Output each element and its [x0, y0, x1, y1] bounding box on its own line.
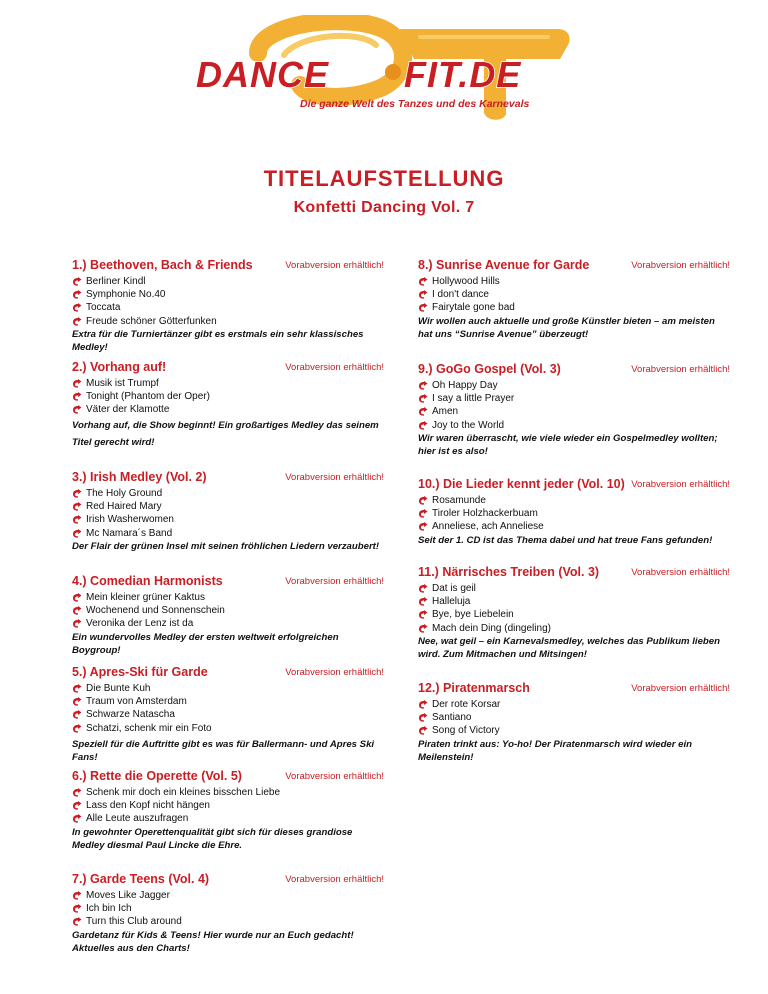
section-description: Vorhang auf, die Show beginnt! Ein großartiges Medley das seinem Titel gerecht wird!: [72, 419, 379, 448]
preview-badge: Vorabversion erhältlich!: [285, 771, 384, 782]
section-description: Piraten trinkt aus: Yo-ho! Der Piratenmarsch wird wieder ein Meilenstein!: [418, 738, 693, 763]
red-arrow-icon: [72, 801, 82, 810]
red-arrow-icon: [418, 421, 428, 430]
logo-graphic: [188, 15, 573, 125]
song-item: Dat is geil: [418, 582, 730, 595]
song-item: Halleluja: [418, 595, 730, 608]
red-arrow-icon: [418, 624, 428, 633]
section-7: [72, 872, 384, 955]
section-2: [72, 360, 384, 451]
section-title: 6.) Rette die Operette (Vol. 5): [72, 769, 242, 783]
song-item: Turn this Club around: [72, 915, 384, 928]
preview-badge: Vorabversion erhältlich!: [285, 260, 384, 271]
red-arrow-icon: [418, 290, 428, 299]
red-arrow-icon: [418, 713, 428, 722]
song-item: Santiano: [418, 711, 730, 724]
red-arrow-icon: [72, 724, 82, 733]
section-6: [72, 769, 384, 852]
section-title: 10.) Die Lieder kennt jeder (Vol. 10): [418, 477, 625, 491]
section-description: Extra für die Turniertänzer gibt es erstmals ein sehr klassisches Medley!: [72, 328, 364, 353]
section-description: Der Flair der grünen Insel mit seinen fröhlichen Liedern verzaubert!: [72, 540, 380, 552]
preview-badge: Vorabversion erhältlich!: [285, 472, 384, 483]
red-arrow-icon: [72, 917, 82, 926]
song-item: Rosamunde: [418, 494, 730, 507]
section-title: 12.) Piratenmarsch: [418, 681, 530, 695]
section-description: Nee, wat geil – ein Karnevalsmedley, welches das Publikum lieben wird. Zum Mitmachen und Mitsingen!: [418, 635, 720, 660]
section-1: [72, 258, 384, 354]
red-arrow-icon: [72, 788, 82, 797]
song-item: Veronika der Lenz ist da: [72, 617, 384, 630]
song-item: Schwarze Natascha: [72, 708, 384, 721]
red-arrow-icon: [72, 303, 82, 312]
song-item: Mc Namara´s Band: [72, 527, 384, 540]
page-title: TITELAUFSTELLUNG: [263, 166, 505, 191]
song-item: Schenk mir doch ein kleines bisschen Liebe: [72, 786, 384, 799]
song-item: Mach dein Ding (dingeling): [418, 622, 730, 635]
song-item: Symphonie No.40: [72, 288, 384, 301]
red-arrow-icon: [72, 904, 82, 913]
red-arrow-icon: [418, 496, 428, 505]
section-title: 1.) Beethoven, Bach & Friends: [72, 258, 253, 272]
song-item: Die Bunte Kuh: [72, 682, 384, 695]
preview-badge: Vorabversion erhältlich!: [631, 260, 730, 271]
section-title: 3.) Irish Medley (Vol. 2): [72, 470, 207, 484]
red-arrow-icon: [72, 515, 82, 524]
song-item: Berliner Kindl: [72, 275, 384, 288]
preview-badge: Vorabversion erhältlich!: [285, 874, 384, 885]
song-item: Mein kleiner grüner Kaktus: [72, 591, 384, 604]
song-item: Amen: [418, 405, 730, 418]
preview-badge: Vorabversion erhältlich!: [631, 364, 730, 375]
red-arrow-icon: [418, 303, 428, 312]
section-description: In gewohnter Operettenqualität gibt sich für dieses grandiose Medley diesmal Paul Lincke die Ehre.: [72, 826, 353, 851]
section-8: [418, 258, 730, 341]
red-arrow-icon: [72, 710, 82, 719]
section-description: Seit der 1. CD ist das Thema dabei und hat treue Fans gefunden!: [418, 534, 713, 546]
red-arrow-icon: [418, 726, 428, 735]
section-title: 11.) Närrisches Treiben (Vol. 3): [418, 565, 600, 579]
preview-badge: Vorabversion erhältlich!: [285, 362, 384, 373]
song-item: Der rote Korsar: [418, 698, 730, 711]
song-item: Joy to the World: [418, 419, 730, 432]
red-arrow-icon: [72, 277, 82, 286]
red-arrow-icon: [418, 597, 428, 606]
song-item: Fairytale gone bad: [418, 301, 730, 314]
preview-badge: Vorabversion erhältlich!: [631, 683, 730, 694]
red-arrow-icon: [72, 891, 82, 900]
red-arrow-icon: [72, 502, 82, 511]
section-description: Wir wollen auch aktuelle und große Künstler bieten – am meisten hat uns “Sunrise Avenue” überzeugt!: [418, 315, 715, 340]
song-item: I say a little Prayer: [418, 392, 730, 405]
section-title: 9.) GoGo Gospel (Vol. 3): [418, 362, 561, 376]
red-arrow-icon: [418, 394, 428, 403]
song-item: Moves Like Jagger: [72, 889, 384, 902]
song-item: Musik ist Trumpf: [72, 377, 384, 390]
red-arrow-icon: [418, 407, 428, 416]
preview-badge: Vorabversion erhältlich!: [285, 667, 384, 678]
song-item: Hollywood Hills: [418, 275, 730, 288]
red-arrow-icon: [72, 290, 82, 299]
preview-badge: Vorabversion erhältlich!: [631, 479, 730, 490]
song-item: Tiroler Holzhackerbuam: [418, 507, 730, 520]
red-arrow-icon: [72, 606, 82, 615]
song-item: Oh Happy Day: [418, 379, 730, 392]
red-arrow-icon: [418, 584, 428, 593]
red-arrow-icon: [418, 610, 428, 619]
song-item: Red Haired Mary: [72, 500, 384, 513]
page-subtitle: Konfetti Dancing Vol. 7: [293, 199, 475, 216]
section-3: [72, 470, 384, 553]
section-description: Gardetanz für Kids & Teens! Hier wurde nur an Euch gedacht! Aktuelles aus den Charts!: [72, 929, 354, 954]
section-title: 8.) Sunrise Avenue for Garde: [418, 258, 590, 272]
logo-tagline: Die ganze Welt des Tanzes und des Karnevals: [300, 98, 530, 110]
red-arrow-icon: [418, 509, 428, 518]
red-arrow-icon: [72, 489, 82, 498]
section-10: [418, 477, 730, 547]
section-title: 2.) Vorhang auf!: [72, 360, 167, 374]
song-item: Song of Victory: [418, 724, 730, 737]
red-arrow-icon: [72, 684, 82, 693]
song-item: Traum von Amsterdam: [72, 695, 384, 708]
section-11: [418, 565, 730, 661]
red-arrow-icon: [418, 522, 428, 531]
song-item: Ich bin Ich: [72, 902, 384, 915]
song-item: Freude schöner Götterfunken: [72, 315, 384, 328]
section-5: [72, 665, 384, 764]
red-arrow-icon: [72, 392, 82, 401]
svg-text:FIT.DE: FIT.DE: [404, 54, 522, 95]
section-9: [418, 362, 730, 458]
song-item: Väter der Klamotte: [72, 403, 384, 416]
ball-icon: [385, 64, 401, 80]
song-item: Lass den Kopf nicht hängen: [72, 799, 384, 812]
song-item: Toccata: [72, 301, 384, 314]
song-item: I don't dance: [418, 288, 730, 301]
svg-text:DANCE: DANCE: [196, 54, 330, 95]
red-arrow-icon: [418, 277, 428, 286]
section-title: 5.) Apres-Ski für Garde: [72, 665, 208, 679]
red-arrow-icon: [72, 814, 82, 823]
song-item: Bye, bye Liebelein: [418, 608, 730, 621]
red-arrow-icon: [72, 317, 82, 326]
red-arrow-icon: [72, 405, 82, 414]
section-4: [72, 574, 384, 657]
song-item: Irish Washerwomen: [72, 513, 384, 526]
section-12: [418, 681, 730, 764]
section-title: 7.) Garde Teens (Vol. 4): [72, 872, 210, 886]
song-item: Wochenend und Sonnenschein: [72, 604, 384, 617]
section-description: Ein wundervolles Medley der ersten weltweit erfolgreichen Boygroup!: [72, 631, 339, 656]
red-arrow-icon: [72, 593, 82, 602]
section-description: Speziell für die Auftritte gibt es was für Ballermann- und Apres Ski Fans!: [72, 738, 375, 763]
preview-badge: Vorabversion erhältlich!: [631, 567, 730, 578]
red-arrow-icon: [418, 700, 428, 709]
red-arrow-icon: [72, 619, 82, 628]
dance-fit-logo[interactable]: [188, 15, 573, 125]
section-description: Wir waren überrascht, wie viele wieder ein Gospelmedley wollten; hier ist es also!: [418, 432, 718, 457]
song-item: Schatzi, schenk mir ein Foto: [72, 722, 384, 735]
song-item: Tonight (Phantom der Oper): [72, 390, 384, 403]
song-item: Alle Leute auszufragen: [72, 812, 384, 825]
section-title: 4.) Comedian Harmonists: [72, 574, 223, 588]
song-item: The Holy Ground: [72, 487, 384, 500]
red-arrow-icon: [72, 379, 82, 388]
red-arrow-icon: [72, 529, 82, 538]
red-arrow-icon: [72, 697, 82, 706]
preview-badge: Vorabversion erhältlich!: [285, 576, 384, 587]
song-item: Anneliese, ach Anneliese: [418, 520, 730, 533]
red-arrow-icon: [418, 381, 428, 390]
